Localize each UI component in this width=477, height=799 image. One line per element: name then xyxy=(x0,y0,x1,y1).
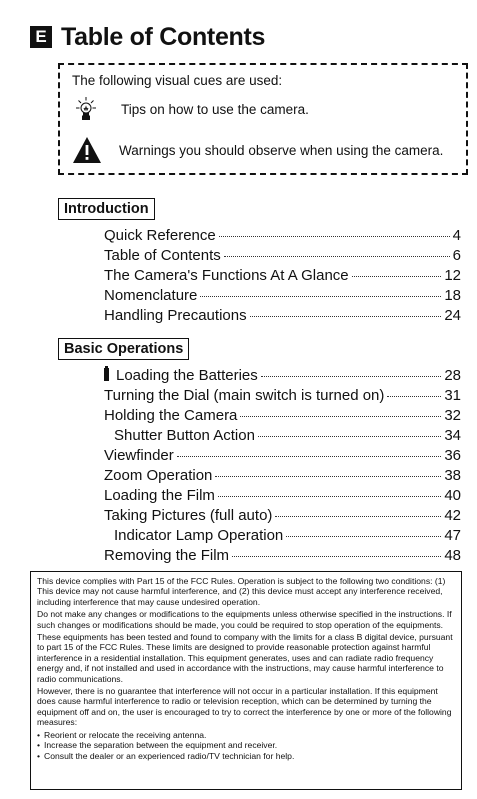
toc-entry-title xyxy=(104,487,215,504)
section-letter-badge: E xyxy=(30,26,52,48)
toc-entry-text: Shutter Button Action xyxy=(114,427,255,444)
toc-entry-title xyxy=(104,527,283,544)
section-label-introduction: Introduction xyxy=(58,198,155,220)
toc-entry xyxy=(104,387,461,407)
toc-entry-text: Quick Reference xyxy=(104,227,216,244)
fcc-paragraph: However, there is no guarantee that interference will not occur in a particular installation. If this equipment does cause harmful interference to radio or television reception, which can be determined by turning the equipment off and on, the user is encouraged to try to correct the interference by one or more of the following measures: xyxy=(37,686,452,728)
toc-page-number: 4 xyxy=(452,227,461,244)
section-label-basic-operations: Basic Operations xyxy=(58,338,189,360)
toc-entry-title xyxy=(104,227,216,244)
toc-dot-leader xyxy=(352,276,442,277)
toc-page-number: 42 xyxy=(444,507,461,524)
toc-page-number: 12 xyxy=(444,267,461,284)
fcc-paragraph: This device complies with Part 15 of the FCC Rules. Operation is subject to the following two conditions: (1) This device may not cause harmful interference, and (2) this device must accept any interference received, including interference that may cause undesired operation. xyxy=(37,576,446,607)
toc-dot-leader xyxy=(240,416,441,417)
page-title: Table of Contents xyxy=(61,22,266,51)
toc-entry xyxy=(104,267,461,287)
toc-entry-text: Nomenclature xyxy=(104,287,198,304)
toc-dot-leader xyxy=(177,456,442,457)
fcc-measure-item: • Increase the separation between the equipment and receiver. xyxy=(37,740,456,750)
toc-page-number: 24 xyxy=(444,307,461,324)
toc-page-number: 18 xyxy=(444,287,461,304)
fcc-compliance-notice xyxy=(30,571,462,790)
toc-page-number: 31 xyxy=(444,387,461,404)
toc-entry-text: The Camera's Functions At A Glance xyxy=(104,267,349,284)
toc-page-number: 47 xyxy=(444,527,461,544)
toc-entry xyxy=(104,287,461,307)
toc-page-number: 32 xyxy=(444,407,461,424)
toc-entry-text: Loading the Film xyxy=(104,487,215,504)
toc-page-number: 28 xyxy=(444,367,461,384)
tips-cue-row xyxy=(60,96,309,122)
page-header xyxy=(30,22,265,52)
toc-entry-title xyxy=(104,507,272,524)
toc-entry-title xyxy=(104,387,384,404)
toc-dot-leader xyxy=(200,296,441,297)
fcc-measure-item: • Reorient or relocate the receiving antenna. xyxy=(37,730,456,740)
toc-entry xyxy=(104,547,461,567)
toc-entry xyxy=(104,427,461,447)
toc-entry-title xyxy=(104,547,229,564)
toc-entry-title xyxy=(104,287,197,304)
toc-entry xyxy=(104,227,461,247)
toc-entry-text: Taking Pictures (full auto) xyxy=(104,507,273,524)
toc-entry-text: Handling Precautions xyxy=(104,307,247,324)
toc-entry-text: Turning the Dial (main switch is turned on) xyxy=(104,387,385,404)
toc-entry xyxy=(104,507,461,527)
toc-entry xyxy=(104,247,461,267)
toc-entry-title xyxy=(104,407,237,424)
toc-page-number: 38 xyxy=(444,467,461,484)
toc-entry-title xyxy=(104,247,221,264)
toc-entry-text: Holding the Camera xyxy=(104,407,238,424)
toc-dot-leader xyxy=(387,396,441,397)
fcc-measure-item: • Consult the dealer or an experienced radio/TV technician for help. xyxy=(37,751,456,761)
warning-triangle-icon xyxy=(72,136,102,164)
toc-entry-title xyxy=(104,447,174,464)
toc-dot-leader xyxy=(215,476,441,477)
toc-entry xyxy=(104,367,461,387)
toc-dot-leader xyxy=(224,256,450,257)
toc-entry-text: Viewfinder xyxy=(104,447,174,464)
toc-dot-leader xyxy=(286,536,441,537)
toc-page-number: 40 xyxy=(444,487,461,504)
fcc-paragraph: Do not make any changes or modifications to the equipments unless otherwise specified in the instructions. If such changes or modifications should be made, you could be required to stop operation of the equipments. xyxy=(37,609,452,630)
toc-list-basic-operations xyxy=(104,367,461,567)
toc-dot-leader xyxy=(250,316,442,317)
visual-cues-intro: The following visual cues are used: xyxy=(72,73,283,88)
toc-list-introduction xyxy=(104,227,461,327)
toc-dot-leader xyxy=(261,376,442,377)
toc-dot-leader xyxy=(219,236,450,237)
toc-entry-text: Loading the Batteries xyxy=(116,367,258,384)
toc-page-number: 48 xyxy=(444,547,461,564)
toc-entry xyxy=(104,487,461,507)
toc-dot-leader xyxy=(218,496,441,497)
tip-lightbulb-icon xyxy=(73,96,99,122)
fcc-measures-list xyxy=(37,730,456,761)
toc-entry-title xyxy=(104,267,349,284)
toc-entry xyxy=(104,527,461,547)
toc-entry-title xyxy=(104,427,255,444)
toc-entry-text: Table of Contents xyxy=(104,247,221,264)
toc-entry-text: Zoom Operation xyxy=(104,467,213,484)
toc-entry xyxy=(104,447,461,467)
tips-cue-text: Tips on how to use the camera. xyxy=(121,101,309,117)
toc-entry-title xyxy=(104,307,247,324)
toc-dot-leader xyxy=(258,436,441,437)
toc-page-number: 34 xyxy=(444,427,461,444)
toc-entry xyxy=(104,467,461,487)
toc-entry-text: Indicator Lamp Operation xyxy=(114,527,284,544)
warnings-cue-text: Warnings you should observe when using the camera. xyxy=(119,142,444,158)
toc-page-number: 36 xyxy=(444,447,461,464)
toc-entry-title xyxy=(104,367,258,384)
toc-page-number: 6 xyxy=(452,247,461,264)
fcc-paragraph: These equipments has been tested and found to company with the limits for a class B digital device, pursuant to part 15 of the FCC Rules. These limits are designed to provide reasonable protection against harmful interference in a residential installation. This equipment generates, uses and can radiate radio frequency energy and, if not installed and used in accordance with the instructions, may cause harmful interference to radio communications. xyxy=(37,632,453,684)
toc-dot-leader xyxy=(232,556,441,557)
toc-entry-text: Removing the Film xyxy=(104,547,230,564)
warnings-cue-row xyxy=(60,136,443,164)
battery-icon xyxy=(104,368,109,381)
toc-entry-title xyxy=(104,467,212,484)
visual-cues-box xyxy=(58,63,468,175)
toc-entry xyxy=(104,407,461,427)
toc-dot-leader xyxy=(275,516,441,517)
toc-entry xyxy=(104,307,461,327)
